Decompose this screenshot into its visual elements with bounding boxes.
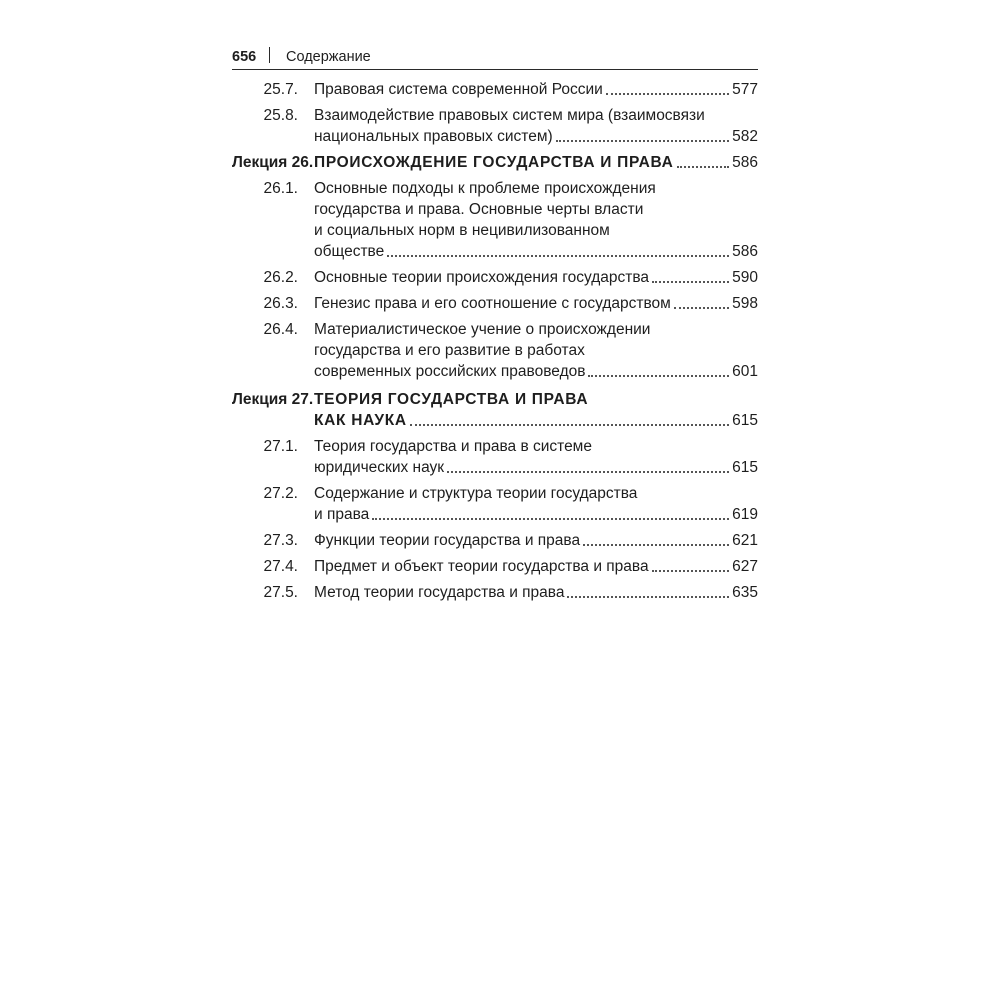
- entry-page: 615: [732, 459, 758, 476]
- entry-page: 598: [732, 295, 758, 312]
- entry-page: 582: [732, 128, 758, 145]
- dot-leader: [606, 93, 729, 95]
- entry-line: Взаимодействие правовых систем мира (взаимосвязи: [314, 107, 705, 124]
- entry-number: 26.2.: [263, 269, 298, 286]
- toc-entry-26-1[interactable]: [232, 178, 758, 262]
- entry-number: 25.8.: [263, 107, 298, 124]
- dot-leader: [410, 424, 729, 426]
- entry-line: Основные подходы к проблеме происхождения: [314, 180, 656, 197]
- entry-title: Правовая система современной России: [314, 81, 603, 98]
- entry-page: 586: [732, 243, 758, 260]
- dot-leader: [652, 570, 730, 572]
- entry-line: Содержание и структура теории государства: [314, 485, 638, 502]
- header-separator: [269, 47, 270, 63]
- entry-title: юридических наук: [314, 459, 445, 476]
- entry-page: 601: [732, 363, 758, 380]
- toc-lecture-26[interactable]: [232, 152, 758, 173]
- lecture-title-line: ТЕОРИЯ ГОСУДАРСТВА И ПРАВА: [314, 391, 589, 408]
- entry-page: 627: [732, 558, 758, 575]
- toc-entry-27-5[interactable]: [232, 582, 758, 603]
- dot-leader: [674, 307, 729, 309]
- entry-page: 586: [732, 154, 758, 171]
- entry-title: Функции теории государства и права: [314, 532, 581, 549]
- dot-leader: [372, 518, 729, 520]
- page-number: 656: [232, 49, 257, 65]
- toc-entry-27-4[interactable]: [232, 556, 758, 577]
- dot-leader: [588, 375, 729, 377]
- entry-page: 635: [732, 584, 758, 601]
- dot-leader: [567, 596, 729, 598]
- toc-entry-25-8[interactable]: [232, 105, 758, 147]
- toc-entry-27-3[interactable]: [232, 530, 758, 551]
- toc-entry-27-1[interactable]: [232, 436, 758, 478]
- entry-page: 615: [732, 412, 758, 429]
- running-title: Содержание: [286, 49, 371, 65]
- entry-page: 621: [732, 532, 758, 549]
- dot-leader: [556, 140, 729, 142]
- table-of-contents: [232, 79, 758, 603]
- entry-line: Материалистическое учение о происхождении: [314, 321, 651, 338]
- toc-entry-27-2[interactable]: [232, 483, 758, 525]
- toc-entry-26-4[interactable]: [232, 319, 758, 382]
- entry-number: 27.5.: [263, 584, 298, 601]
- toc-lecture-27[interactable]: [232, 389, 758, 431]
- dot-leader: [652, 281, 729, 283]
- entry-line: Теория государства и права в системе: [314, 438, 592, 455]
- entry-line: государства и права. Основные черты власти: [314, 201, 644, 218]
- entry-title: Предмет и объект теории государства и права: [314, 558, 649, 575]
- dot-leader: [387, 255, 729, 257]
- entry-title: обществе: [314, 243, 385, 260]
- entry-line: и социальных норм в нецивилизованном: [314, 222, 610, 239]
- entry-title: национальных правовых систем): [314, 128, 553, 145]
- lecture-title: ПРОИСХОЖДЕНИЕ ГОСУДАРСТВА И ПРАВА: [314, 154, 674, 171]
- entry-number: 26.1.: [263, 180, 298, 197]
- entry-page: 590: [732, 269, 758, 286]
- entry-page: 619: [732, 506, 758, 523]
- lecture-number: Лекция 27.: [232, 391, 314, 408]
- dot-leader: [583, 544, 729, 546]
- entry-number: 27.4.: [263, 558, 298, 575]
- entry-title: современных российских правоведов: [314, 363, 586, 380]
- dot-leader: [677, 166, 730, 168]
- entry-title: Основные теории происхождения государства: [314, 269, 650, 286]
- entry-title: Метод теории государства и права: [314, 584, 565, 601]
- entry-number: 26.4.: [263, 321, 298, 338]
- entry-title: и права: [314, 506, 370, 523]
- running-header: [232, 47, 758, 70]
- entry-line: государства и его развитие в работах: [314, 342, 585, 359]
- entry-number: 27.1.: [263, 438, 298, 455]
- lecture-title: КАК НАУКА: [314, 412, 407, 429]
- entry-number: 25.7.: [263, 81, 298, 98]
- lecture-number: Лекция 26.: [232, 154, 314, 171]
- dot-leader: [447, 471, 729, 473]
- entry-number: 27.3.: [263, 532, 298, 549]
- entry-number: 26.3.: [263, 295, 298, 312]
- entry-page: 577: [732, 81, 758, 98]
- toc-entry-26-3[interactable]: [232, 293, 758, 314]
- entry-title: Генезис права и его соотношение с государством: [314, 295, 671, 312]
- toc-entry-25-7[interactable]: [232, 79, 758, 100]
- toc-entry-26-2[interactable]: [232, 267, 758, 288]
- entry-number: 27.2.: [263, 485, 298, 502]
